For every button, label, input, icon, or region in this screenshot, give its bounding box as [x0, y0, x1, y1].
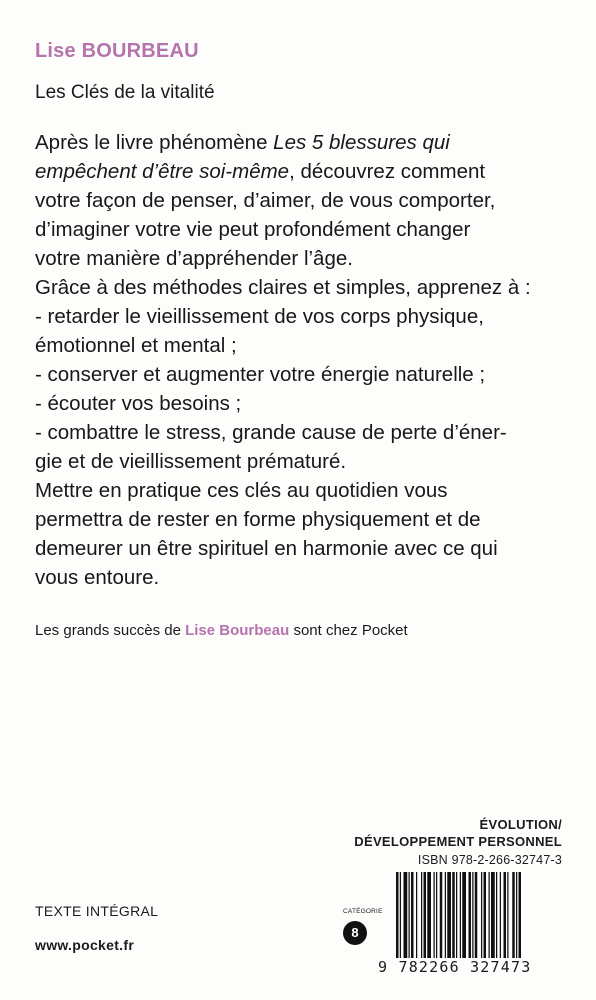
category-badge: 8 — [343, 921, 367, 945]
texte-integral: TEXTE INTÉGRAL — [35, 903, 159, 919]
blurb-line: gie et de vieillissement prématuré. — [35, 450, 347, 473]
success-author: Lise Bourbeau — [185, 622, 290, 639]
blurb-line: vous entoure. — [35, 566, 160, 589]
book-title: Les Clés de la vitalité — [35, 82, 215, 103]
success-text: sont chez Pocket — [289, 622, 408, 639]
author-name: Lise BOURBEAU — [35, 40, 199, 62]
blurb-line: Grâce à des méthodes claires et simples, apprenez à : — [35, 276, 531, 299]
blurb-line: permettra de rester en forme physiquement et de — [35, 508, 481, 531]
blurb-line: votre façon de penser, d’aimer, de vous comporter, — [35, 189, 496, 212]
barcode-digits: 9 782266 327473 — [378, 958, 532, 976]
genre-line: ÉVOLUTION/ — [479, 817, 562, 832]
barcode — [396, 872, 562, 958]
blurb-line: - combattre le stress, grande cause de perte d’éner- — [35, 421, 507, 444]
blurb-text: Après le livre phénomène — [35, 131, 274, 154]
blurb-line: d’imaginer votre vie peut profondément changer — [35, 218, 471, 241]
blurb-line: - écouter vos besoins ; — [35, 392, 242, 415]
genre-line: DÉVELOPPEMENT PERSONNEL — [354, 834, 562, 849]
isbn: ISBN 978-2-266-32747-3 — [417, 853, 562, 867]
blurb-text: , découvrez comment — [289, 160, 486, 183]
blurb-line: - conserver et augmenter votre énergie naturelle ; — [35, 363, 486, 386]
blurb-line: demeurer un être spirituel en harmonie avec ce qui — [35, 537, 498, 560]
website: www.pocket.fr — [35, 937, 135, 953]
success-text: Les grands succès de — [35, 622, 186, 639]
success-note — [35, 622, 408, 639]
blurb-line: émotionnel et mental ; — [35, 334, 237, 357]
blurb-line — [35, 157, 575, 186]
blurb-book-title: Les 5 blessures qui — [273, 131, 450, 154]
category-label: CATÉGORIE — [343, 908, 383, 915]
blurb-line: - retarder le vieillissement de vos corps physique, — [35, 305, 484, 328]
blurb-line: Mettre en pratique ces clés au quotidien vous — [35, 479, 448, 502]
blurb-line — [35, 128, 575, 157]
blurb — [35, 128, 575, 592]
blurb-line: votre manière d’appréhender l’âge. — [35, 247, 353, 270]
blurb-book-title: empêchent d’être soi-même — [35, 160, 290, 183]
genre-label — [354, 816, 562, 850]
